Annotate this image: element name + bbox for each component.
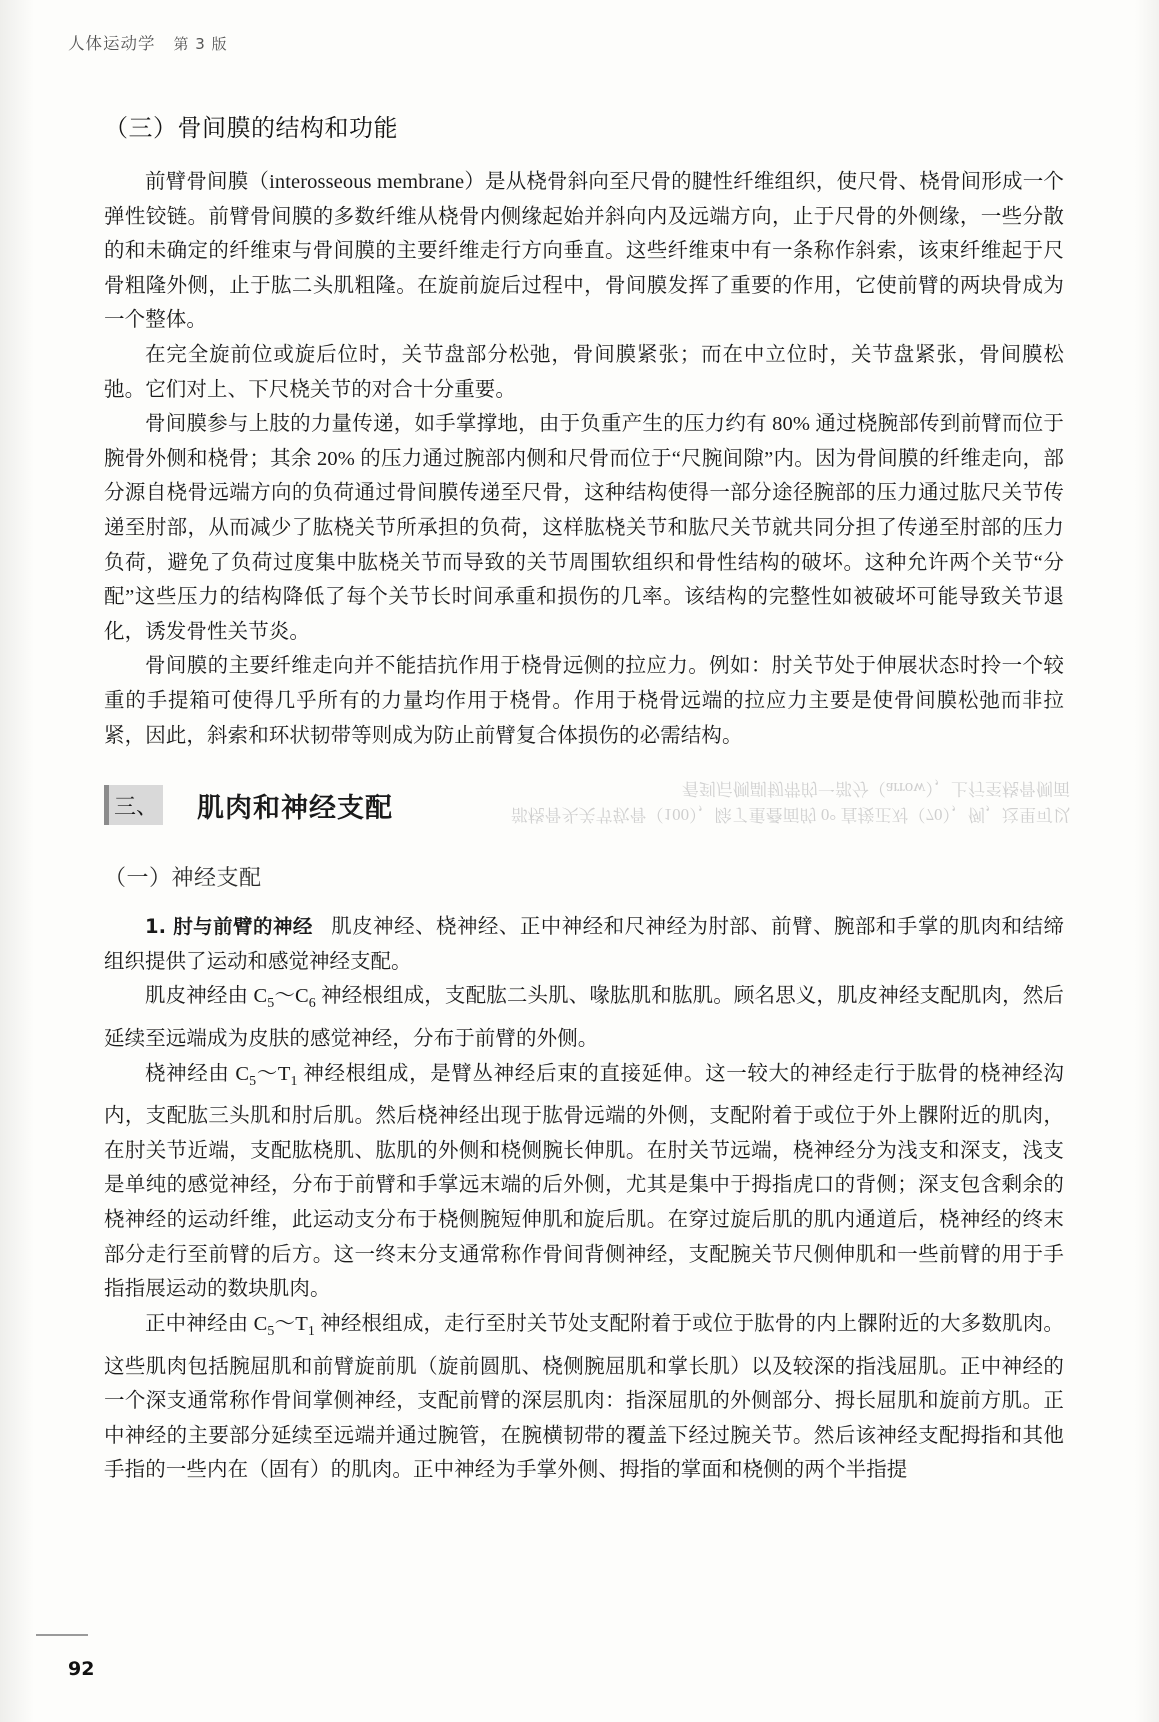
section-number: 三、 — [104, 785, 163, 825]
book-title: 人体运动学 — [68, 34, 156, 53]
bleed-through-text: 部桡骨头关节软骨（100），除了重叠面的 0° 直接正对（70），例，这里可以看到后侧副韧带的一部分（arrow），上行至桡骨侧面 — [510, 779, 1070, 825]
page-number: 92 — [68, 1658, 95, 1680]
paragraph: 前臂骨间膜（interosseous membrane）是从桡骨斜向至尺骨的腱性纤维组织，使尺骨、桡骨间形成一个弹性铰链。前臂骨间膜的多数纤维从桡骨内侧缘起始并斜向内及远端方向，止于尺骨的外侧缘，一些分散的和未确定的纤维束与骨间膜的主要纤维走行方向垂直。这些纤维束中有一条称作斜索，该束纤维起于尺骨粗隆外侧，止于肱二头肌粗隆。在旋前旋后过程中，骨间膜发挥了重要的作用，它使前臂的两块骨成为一个整体。 — [104, 171, 1064, 332]
paragraph: 骨间膜的主要纤维走向并不能拮抗作用于桡骨远侧的拉应力。例如：肘关节处于伸展状态时拎一个较重的手提箱可使得几乎所有的力量均作用于桡骨。作用于桡骨远端的拉应力主要是使骨间膜松弛而非拉紧，因此，斜索和环状韧带等则成为防止前臂复合体损伤的必需结构。 — [104, 655, 1064, 747]
book-edition: 第 3 版 — [173, 35, 228, 53]
paragraph: 骨间膜参与上肢的力量传递，如手掌撑地，由于负重产生的压力约有 80% 通过桡腕部传到前臂而位于腕骨外侧和桡骨；其余 20% 的压力通过腕部内侧和尺骨而位于“尺腕间隙”内。因为骨间膜的纤维走向，部分源自桡骨远端方向的负荷通过骨间膜传递至尺骨，这种结构使得一部分途径腕部的压力通过肱尺关节传递至肘部，从而减少了肱桡关节所承担的负荷，这样肱桡关节和肱尺关节就共同分担了传递至肘部的压力负荷，避免了负荷过度集中肱桡关节而导致的关节周围软组织和骨性结构的破坏。这种允许两个关节“分配”这些压力的结构降低了每个关节长时间承重和损伤的几率。该结构的完整性如被破坏可能导致关节退化，诱发骨性关节炎。 — [104, 413, 1064, 643]
footer-rule — [36, 1634, 88, 1636]
subsection-heading: （一）神经支配 — [104, 865, 262, 891]
numbered-item-label: 1. 肘与前臂的神经 — [145, 915, 313, 939]
running-head — [68, 30, 228, 54]
paragraph: 在完全旋前位或旋后位时，关节盘部分松弛，骨间膜紧张；而在中立位时，关节盘紧张，骨间膜松弛。它们对上、下尺桡关节的对合十分重要。 — [104, 343, 1064, 401]
section-header-bar — [104, 779, 1070, 827]
section-c-heading: （三）骨间膜的结构和功能 — [104, 116, 398, 142]
page-content — [104, 108, 1070, 1488]
paragraph: 肌皮神经由 $C_5\sim C_6$ 神经根组成，支配肱二头肌、喙肱肌和肱肌。顾名思义，肌皮神经支配肌肉，然后延续至远端成为皮肤的感觉神经，分布于前臂的外侧。 — [104, 985, 1065, 1050]
numbered-item — [104, 910, 1064, 979]
paragraph: 正中神经由 $C_5\sim T_1$ 神经根组成，走行至肘关节处支配附着于或位于肱骨的内上髁附近的大多数肌肉。这些肌肉包括腕屈肌和前臂旋前肌（旋前圆肌、桡侧腕屈肌和掌长肌）以及较深的指浅屈肌。正中神经的一个深支通常称作骨间掌侧神经，支配前臂的深层肌肉：指深屈肌的外侧部分、拇长屈肌和旋前方肌。正中神经的主要部分延续至远端并通过腕管，在腕横韧带的覆盖下经过腕关节。然后该神经支配拇指和其他手指的一些内在（固有）的肌肉。正中神经为手掌外侧、拇指的掌面和桡侧的两个半指提 — [104, 1312, 1065, 1482]
section-title: 肌肉和神经支配 — [197, 792, 393, 824]
paragraph: 桡神经由 $C_5\sim T_1$ 神经根组成，是臂丛神经后束的直接延伸。这一较大的神经走行于肱骨的桡神经沟内，支配肱三头肌和肘后肌。然后桡神经出现于肱骨远端的外侧，支配附着于或位于外上髁附近的肌肉，在肘关节近端，支配肱桡肌、肱肌的外侧和桡侧腕长伸肌。在肘关节远端，桡神经分为浅支和深支，浅支是单纯的感觉神经，分布于前臂和手掌远末端的后外侧，尤其是集中于拇指虎口的背侧；深支包含剩余的桡神经的运动纤维，此运动支分布于桡侧腕短伸肌和旋后肌。在穿过旋后肌的肌内通道后，桡神经的终末部分走行至前臂的后方。这一终末分支通常称作骨间背侧神经，支配腕关节尺侧伸肌和一些前臂的用于手指指展运动的数块肌肉。 — [104, 1062, 1064, 1301]
numbered-item-text: 肌皮神经、桡神经、正中神经和尺神经为肘部、前臂、腕部和手掌的肌肉和结缔组织提供了运动和感觉神经支配。 — [104, 916, 1064, 973]
